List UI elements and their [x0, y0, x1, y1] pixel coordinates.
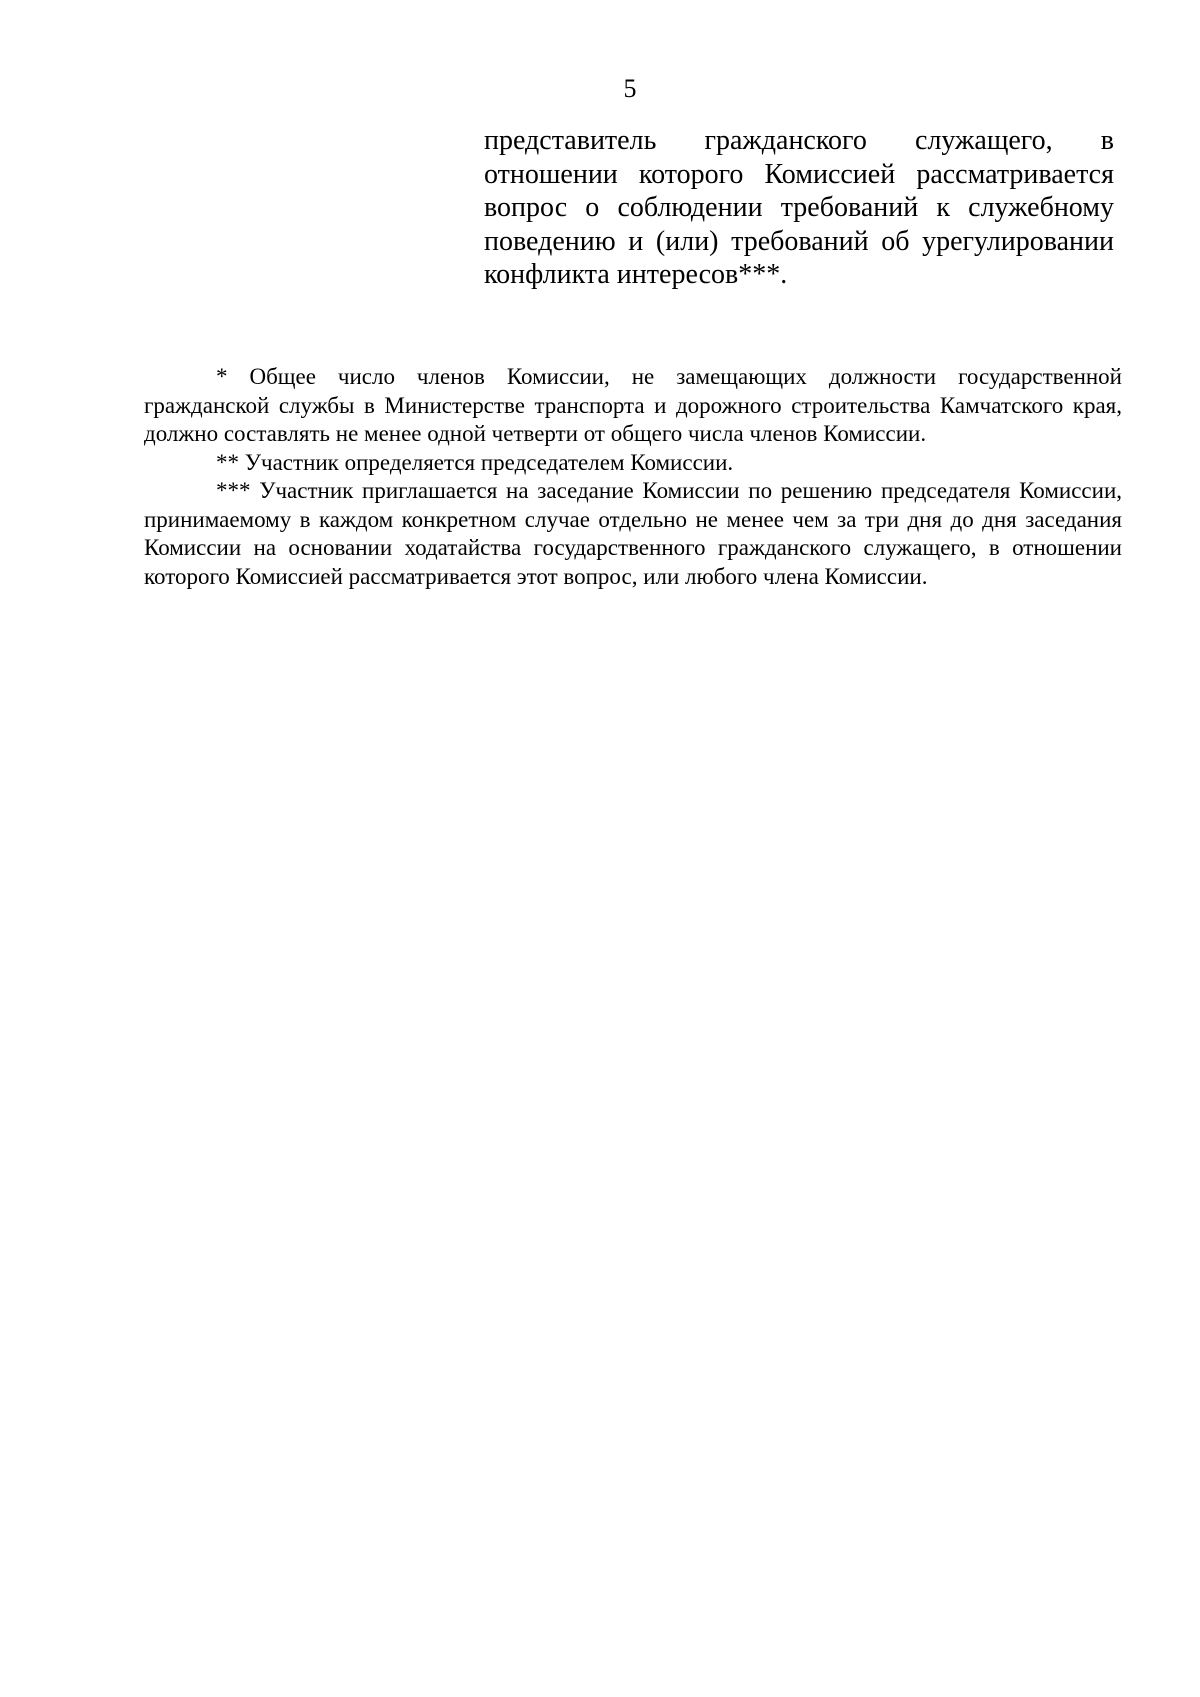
footnote-3: *** Участник приглашается на заседание Комиссии по решению председателя Комиссии, принимаемому в каждом конкретном случае отдельно не менее чем за три дня до дня заседания Комиссии на основании ходатайства государственного гражданского служащего, в отношении которого Комиссией рассматривается этот вопрос, или любого члена Комиссии.	[144, 478, 1122, 589]
member-description-text: представитель гражданского служащего, в отношении которого Комиссией рассматривается вопрос о соблюдении требований к служебному поведению и (или) требований об урегулировании конфликта интересов***.	[484, 125, 1114, 290]
footnote-1: * Общее число членов Комиссии, не замещающих должности государственной гражданской службы в Министерстве транспорта и дорожного строительства Камчатского края, должно составлять не менее одной четверти от общего числа членов Комиссии.	[144, 364, 1122, 446]
member-description	[484, 124, 1114, 292]
footnote-2: ** Участник определяется председателем Комиссии.	[216, 449, 734, 475]
page-number: 5	[623, 74, 637, 103]
footnotes	[144, 363, 1122, 591]
